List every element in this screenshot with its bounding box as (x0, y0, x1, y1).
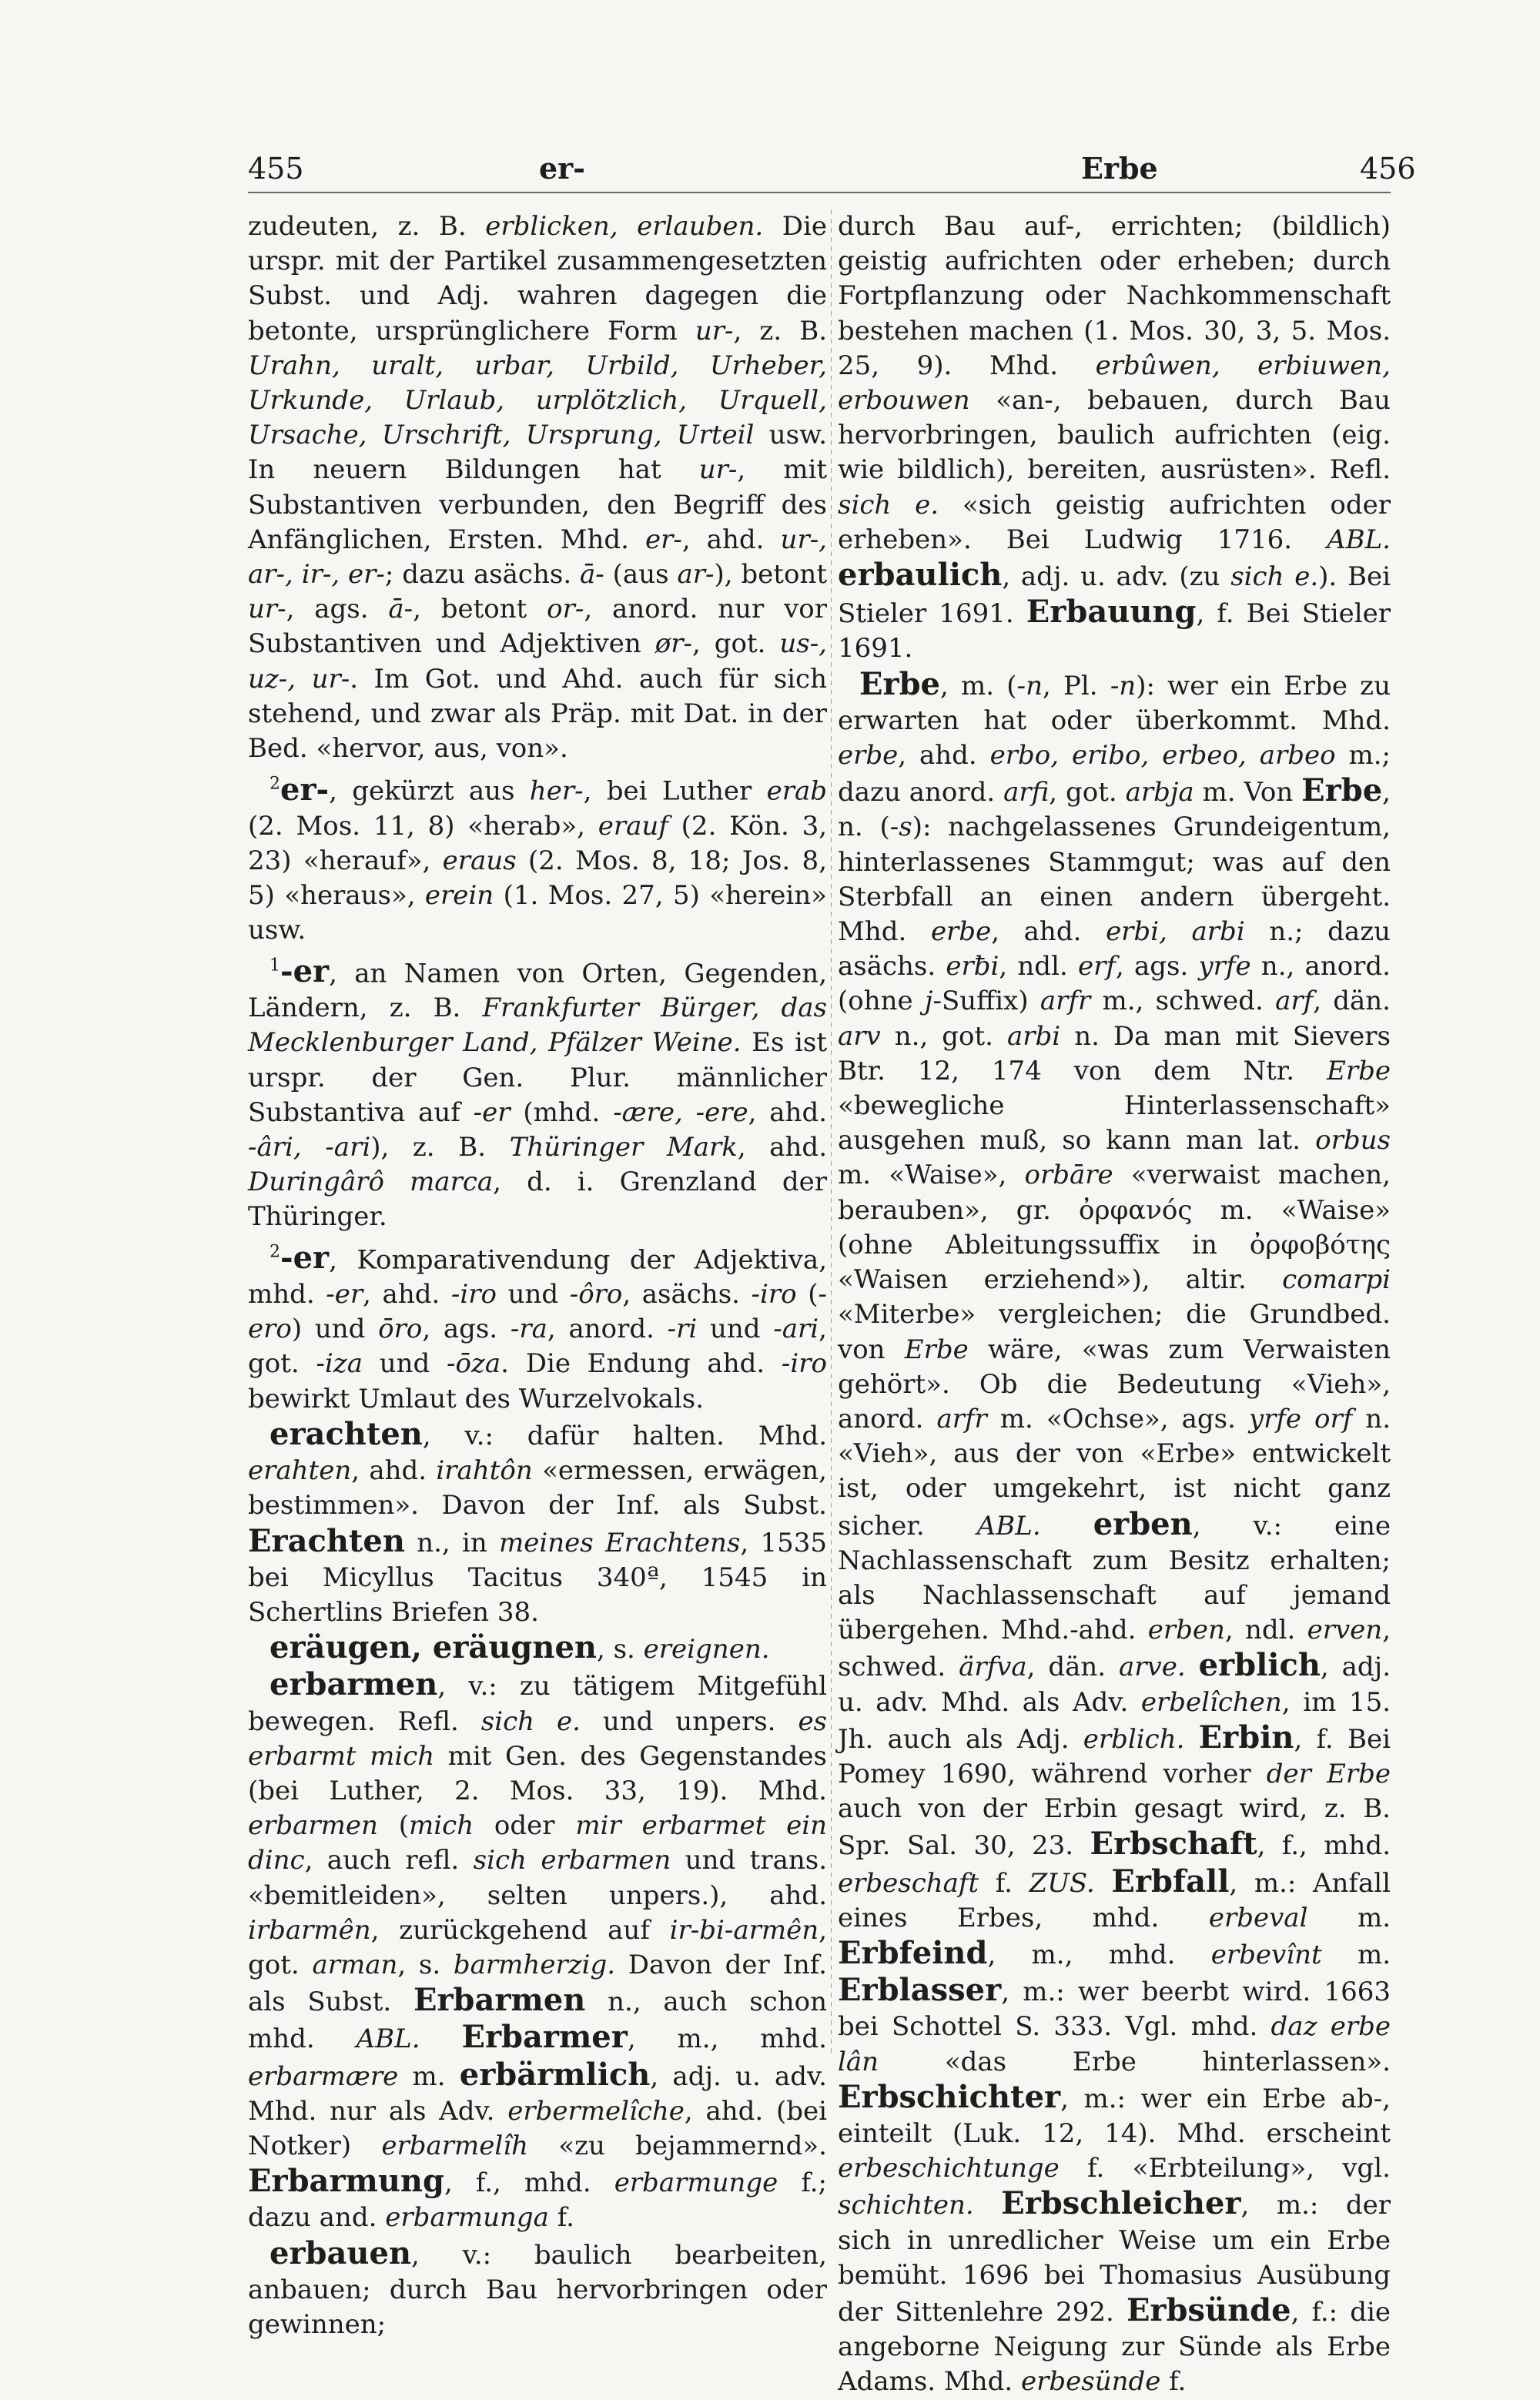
entry-text: Es ist urspr. der Gen. Plur. männlicher Substantiva auf (248, 1027, 828, 1128)
italic-form: erein (424, 880, 494, 912)
entry-text: zudeuten, z. B. (248, 211, 486, 242)
entry-text: , ndl. (1224, 1615, 1307, 1646)
entry-text: , zurückgehend auf (370, 1914, 670, 1946)
entry-text: ), betont (714, 559, 827, 591)
entry-text: f. (1160, 2366, 1187, 2398)
headword (1199, 1719, 1294, 1756)
entry-text: m.; dazu anord. (838, 740, 1391, 808)
headword-text: Erachten (248, 1522, 405, 1559)
italic-form: erbo, eribo, erbeo, arbeo (989, 740, 1336, 772)
italic-form: -iro (781, 1348, 827, 1380)
entry-text: . Die Endung ahd. (500, 1348, 782, 1380)
entry-text: wäre, «was zum Verwaisten gehört». Ob die Bedeutung «Vieh», anord. (838, 1334, 1391, 1434)
italic-form: erahten (248, 1455, 352, 1487)
entry-text: (aus (604, 559, 678, 591)
entry-text: ; dazu asächs. (384, 559, 581, 591)
entry-text: oder (474, 1810, 576, 1842)
entry-text: (2. Kön. 3, 23) «herauf», (248, 810, 828, 876)
entry-text: n., auch schon mhd. (248, 1987, 827, 2055)
dictionary-entry (838, 667, 1391, 2400)
entry-text: , ahd. (351, 1455, 437, 1487)
italic-form: erƀi (946, 951, 999, 982)
entry-text: , z. B. (733, 315, 828, 346)
italic-form: erbe (930, 916, 992, 948)
entry-text: , got. (248, 1314, 827, 1380)
left-column (248, 209, 827, 2342)
entry-text: , im 15. Jh. auch als Adj. (838, 1686, 1391, 1755)
italic-form: erbesünde (1020, 2366, 1161, 2398)
italic-form: -er (473, 1096, 511, 1128)
entry-continuation (248, 209, 827, 766)
headword-text: Erbschaft (1090, 1826, 1257, 1863)
entry-text: , anord. (547, 1314, 668, 1345)
entry-text: f. «Erbteilung», vgl. (1059, 2153, 1391, 2184)
entry-text: «Miterbe» vergleichen; die Grundbed. von (838, 1299, 1391, 1365)
headword-text: erbaulich (838, 557, 1003, 594)
entry-text: und trans. «bemitleiden», selten unpers.), ahd. (248, 1845, 827, 1911)
entry-text: , adj. u. adv. Mhd. nur als Adv. (248, 2060, 827, 2127)
headword-text: erblich (1198, 1647, 1321, 1684)
italic-form: irahtôn (436, 1455, 533, 1487)
italic-form: arfr (1040, 986, 1091, 1017)
entry-text: «sich geistig aufrichten oder erheben». Bei Ludwig 1716. (838, 489, 1391, 555)
left-running-head: er- (539, 151, 585, 186)
italic-form: erbeschichtunge (838, 2153, 1060, 2184)
italic-form: orbus (1315, 1125, 1391, 1156)
italic-form: erven (1307, 1615, 1383, 1646)
entry-text: «verwaist machen, berauben», gr. ὀρφανός m. «Waise» (ohne Ableitungssuffix in ὀρφοβότης «Waisen erziehend»), altir. (838, 1160, 1391, 1296)
entry-text: , an Namen von Orten, Gegenden, Ländern, z. B. (248, 957, 827, 1024)
headword-text: erachten (270, 1415, 423, 1452)
entry-text: f. (548, 2202, 574, 2234)
headword-text: erbauen (270, 2234, 412, 2271)
entry-text: , v.: dafür halten. Mhd. (422, 1420, 827, 1451)
italic-form: mir erbarmet ein dinc (248, 1810, 827, 1876)
dictionary-entry (248, 766, 827, 948)
headword (248, 2163, 444, 2199)
entry-text: und (362, 1348, 447, 1380)
entry-text: , Komparativendung der Adjektiva, mhd. (248, 1244, 827, 1310)
italic-form: erbarmunge (614, 2167, 778, 2199)
italic-form: or- (547, 594, 584, 625)
entry-text (974, 2190, 1002, 2221)
headword (1093, 1506, 1193, 1542)
italic-form: ABL. (976, 1510, 1041, 1541)
italic-form: her- (529, 775, 584, 807)
homograph-number: 1 (270, 956, 280, 976)
italic-form: -s (889, 812, 912, 843)
entry-text: (mhd. (510, 1096, 614, 1128)
italic-form: yrfe orf (1248, 1403, 1353, 1434)
headword (1199, 1647, 1321, 1683)
headword (270, 953, 329, 989)
italic-form: ar- (677, 559, 715, 591)
entry-text: «ermessen, erwägen, bestimmen». Davon der Inf. als Subst. (248, 1455, 827, 1521)
entry-text: n.; dazu asächs. (838, 916, 1391, 982)
headword (270, 1629, 597, 1665)
entry-text: , ahd. (363, 1279, 451, 1310)
entry-text: , m. ( (939, 670, 1017, 701)
entry-text: , s. (596, 1634, 644, 1665)
italic-form: arfr (936, 1403, 987, 1434)
entry-text: , v.: eine Nachlassenschaft zum Besitz erhalten; als Nachlassenschaft auf jemand übergehen. Mhd.-ahd. (838, 1510, 1391, 1646)
italic-form: sich e. (480, 1705, 581, 1737)
entry-text: , Pl. (1042, 670, 1110, 701)
entry-text: , adj. u. adv. (zu (1002, 561, 1231, 593)
entry-text: , s. (397, 1949, 454, 1980)
entry-text: ): wer ein Erbe zu erwarten hat oder überkommt. Mhd. (838, 670, 1391, 736)
entry-text: , f.: die angeborne Neigung zur Sünde als Erbe Adams. Mhd. (838, 2296, 1391, 2398)
entry-text: , bei Luther (583, 775, 767, 807)
italic-form: -n (1110, 670, 1137, 701)
italic-form: -ari (773, 1314, 819, 1345)
entry-text: . Im Got. und Ahd. auch für sich stehend, und zwar als Präp. mit Dat. in der Bed. «hervor, aus, von». (248, 663, 827, 765)
entry-text: , ahd. (681, 524, 781, 555)
dictionary-entry (248, 1235, 827, 1417)
italic-form: erbeval (1208, 1902, 1308, 1933)
headword-text: -er (280, 1239, 330, 1276)
entry-text: , f. Bei Stieler 1691. (838, 598, 1391, 664)
entry-text: m. (398, 2060, 460, 2092)
headword-text: Erbin (1198, 1719, 1294, 1756)
entry-text: , asächs. (622, 1279, 752, 1310)
italic-form: ZUS. (1029, 1867, 1095, 1899)
italic-form: meines Erachtens (499, 1527, 741, 1558)
italic-form: irbarmên (248, 1914, 371, 1946)
entry-text: ( (377, 1810, 410, 1842)
entry-text: , ahd. (748, 1096, 828, 1128)
headword (838, 1972, 1001, 2008)
entry-text: n., anord. (ohne (838, 951, 1391, 1017)
entry-text: , v.: zu tätigem Mitgefühl bewegen. Refl. (248, 1671, 827, 1737)
headword (838, 1935, 987, 1971)
headword-text: Erbfeind (838, 1934, 988, 1971)
entry-text: , ags. (286, 594, 389, 625)
headword (1127, 2292, 1291, 2328)
italic-form: erbarmunga (385, 2202, 549, 2234)
headword-text: eräugen, eräugnen (270, 1629, 597, 1666)
header-rule (248, 192, 1391, 193)
entry-text: und (697, 1314, 774, 1345)
italic-form: ur- (248, 594, 286, 625)
dictionary-entry (248, 1630, 827, 1667)
entry-text (420, 2023, 462, 2054)
entry-text: m. «Ochse», ags. (986, 1403, 1249, 1434)
homograph-number: 2 (270, 774, 280, 794)
italic-form: j (924, 986, 933, 1017)
entry-text: , dän. (1313, 986, 1391, 1017)
entry-continuation (838, 209, 1391, 667)
entry-text: , m., mhd. (987, 1939, 1211, 1970)
headword (1001, 2185, 1240, 2221)
entry-text: durch Bau auf-, errichten; (bildlich) geistig aufrichten oder erheben; durch Fortpflanzung oder Nachkommenschaft bestehen machen (1. Mos. 30, 3, 5. Mos. 25, 9). Mhd. (838, 211, 1391, 381)
italic-form: -ôro (569, 1279, 623, 1310)
entry-text (1186, 1652, 1199, 1682)
italic-form: ā- (580, 559, 604, 591)
italic-form: Erbe (904, 1334, 969, 1365)
italic-form: ir-bi-armên (669, 1914, 819, 1946)
italic-form: barmherzig. (453, 1949, 616, 1980)
italic-form: Thüringer Mark (509, 1131, 738, 1163)
italic-form: daz erbe lân (838, 2011, 1391, 2077)
entry-text: , anord. nur vor Substantiven und Adjektiven (248, 594, 828, 660)
headword (270, 2235, 411, 2271)
entry-text: , gekürzt aus (329, 775, 530, 807)
italic-form: erbûwen, erbiuwen, erbouwen (838, 350, 1391, 417)
headword (1026, 594, 1197, 630)
italic-form: ur-, ar-, ir-, er- (248, 524, 827, 591)
italic-form: sich e. (838, 489, 939, 521)
entry-text (1095, 1868, 1112, 1899)
headword (248, 1523, 405, 1559)
italic-form: arve. (1119, 1652, 1186, 1683)
italic-form: erbelîchen (1140, 1686, 1282, 1718)
entry-text: , got. (691, 628, 780, 660)
entry-text (1041, 1511, 1093, 1541)
italic-form: er- (644, 524, 682, 555)
italic-form: arbja (1125, 777, 1194, 808)
italic-form: erbermelîche (507, 2095, 685, 2127)
italic-form: -iro (450, 1279, 497, 1310)
italic-form: -iza (316, 1348, 363, 1380)
italic-form: comarpi (1282, 1264, 1391, 1296)
headword (461, 2019, 627, 2055)
entry-text: und unpers. (580, 1705, 798, 1737)
entry-text: , m.: Anfall eines Erbes, mhd. (838, 1867, 1391, 1933)
italic-form: schichten. (838, 2190, 974, 2221)
italic-form: orbāre (1024, 1160, 1113, 1191)
entry-text: ( (796, 1279, 819, 1310)
entry-text: n. «Vieh», aus der von «Erbe» entwickelt ist, oder umgekehrt, ist nicht ganz sicher. (838, 1403, 1391, 1541)
entry-text: , f., mhd. (444, 2167, 614, 2199)
italic-form: sich erbarmen (473, 1845, 671, 1876)
headword-text: er- (280, 771, 330, 808)
entry-text: «bewegliche Hinterlassenschaft» ausgehen muß, so kann man lat. (838, 1090, 1391, 1156)
italic-form: -âri, -ari (248, 1131, 371, 1163)
entry-text: n., got. (880, 1020, 1008, 1052)
entry-text: , ahd. (898, 740, 990, 772)
homograph-number: 2 (270, 1242, 280, 1262)
entry-text: , dän. (1026, 1652, 1120, 1683)
entry-text: , ahd. (737, 1131, 828, 1163)
entry-text: , m.: wer ein Erbe ab-, einteilt (Luk. 12, 14). Mhd. erscheint (838, 2083, 1391, 2149)
headword-text: Erbschleicher (1001, 2185, 1241, 2222)
entry-text: m. Von (1194, 777, 1302, 808)
headword-text: erbarmen (270, 1666, 438, 1703)
entry-text: , d. i. Grenzland der Thüringer. (248, 1167, 827, 1233)
entry-text: «das Erbe hinterlassen». (879, 2046, 1391, 2077)
entry-text: m. (1307, 1902, 1391, 1933)
entry-text: , v.: baulich bearbeiten, anbauen; durch Bau hervorbringen oder gewinnen; (248, 2239, 827, 2340)
entry-text: bewirkt Umlaut des Wurzelvokals. (248, 1383, 705, 1414)
italic-form: ärfva (959, 1652, 1027, 1683)
entry-text: , schwed. (838, 1615, 1391, 1683)
entry-text: «zu bejammernd». (528, 2130, 827, 2161)
entry-text: n. Da man mit Sievers Btr. 12, 174 von dem Ntr. (838, 1020, 1391, 1086)
italic-form: -ero (248, 1279, 827, 1345)
italic-form: -er (326, 1279, 363, 1310)
italic-form: eraus (442, 845, 517, 876)
entry-text: n., in (404, 1527, 500, 1558)
italic-form: erblich. (1083, 1723, 1185, 1755)
italic-form: erbeschaft (838, 1867, 979, 1899)
headword (270, 1416, 423, 1452)
entry-text: Die urspr. mit der Partikel zusammengesetzten Subst. und Adj. wahren dagegen die betonte, ursprünglichere Form (248, 211, 827, 346)
entry-text: , mit Substantiven verbunden, den Begriff des Anfänglichen, Ersten. Mhd. (248, 454, 827, 555)
headword (460, 2057, 651, 2093)
headword (1301, 772, 1382, 808)
italic-form: arv (838, 1020, 881, 1052)
headword-text: Erbschichter (838, 2078, 1061, 2115)
headword (270, 772, 329, 808)
entry-text: ): nachgelassenes Grundeigentum, hinterlassenes Stammgut; was auf den Sterbfall an einen andern übergeht. Mhd. (838, 812, 1391, 948)
entry-text: , adj. u. adv. Mhd. als Adv. (838, 1652, 1391, 1718)
headword (838, 2079, 1060, 2115)
entry-text: usw. In neuern Bildungen hat (248, 420, 828, 486)
headword-text: Erbarmung (248, 2163, 444, 2200)
italic-form: ur- (695, 315, 734, 346)
entry-text: m. (1321, 1939, 1391, 1970)
entry-text: , ahd. (991, 916, 1106, 948)
italic-form: erf (1077, 951, 1116, 982)
italic-form: Frankfurter Bürger, das Mecklenburger Land, Pfälzer Weine. (248, 992, 827, 1059)
italic-form: erauf (598, 810, 668, 842)
entry-text: mit Gen. des Gegenstandes (bei Luther, 2. Mos. 33, 19). Mhd. (248, 1740, 827, 1806)
column-divider (831, 209, 832, 2057)
italic-form: ABL. (356, 2023, 420, 2055)
headword-text: -er (280, 952, 330, 989)
headword-text: Erbfall (1111, 1863, 1230, 1900)
italic-form: erab (766, 775, 827, 807)
entry-text: und (496, 1279, 570, 1310)
headword-text: Erbarmer (461, 2019, 628, 2056)
headword-text: Erbarmen (413, 1982, 586, 2019)
entry-text: , ahd. (bei Notker) (248, 2095, 827, 2161)
italic-form: arfi (1003, 777, 1050, 808)
entry-text: , got. (1049, 777, 1126, 808)
headword (859, 666, 940, 702)
italic-form: arman (312, 1949, 398, 1980)
italic-form: -n (1016, 670, 1043, 701)
entry-text: , m.: wer beerbt wird. 1663 bei Schottel S. 333. Vgl. mhd. (838, 1977, 1391, 2043)
dictionary-entry (248, 1417, 827, 1630)
entry-text: , 1535 bei Micyllus Tacitus 340ª, 1545 in Schertlins Briefen 38. (248, 1527, 827, 1628)
entry-text: , ags. (1115, 951, 1199, 982)
italic-form: -ri (667, 1314, 698, 1345)
italic-form: sich e. (1230, 561, 1319, 593)
italic-form: Erbe (1327, 1055, 1391, 1086)
dictionary-entry (248, 949, 827, 1235)
right-page-number: 456 (1360, 152, 1416, 186)
italic-form: ABL. (1327, 524, 1391, 555)
italic-form: erbi, arbi (1106, 916, 1245, 948)
entry-text: (2. Mos. 8, 18; Jos. 8, 5) «heraus», (248, 845, 827, 912)
entry-text: ), z. B. (370, 1131, 510, 1163)
headword (413, 1982, 585, 2018)
headword-text: erben (1093, 1505, 1193, 1542)
entry-text: , f., mhd. (1257, 1830, 1391, 1862)
entry-text: ). Bei Stieler 1691. (838, 561, 1391, 630)
entry-text: , betont (413, 594, 547, 625)
italic-form: yrfe (1198, 951, 1251, 982)
headword-text: Erbsünde (1126, 2291, 1291, 2328)
entry-text: , m., mhd. (627, 2023, 827, 2055)
entry-text: , ags. (422, 1314, 511, 1345)
italic-form: erbarmære (248, 2060, 399, 2092)
entry-text: m. «Waise», (838, 1160, 1025, 1191)
italic-form: us-, uz-, ur- (248, 628, 827, 695)
italic-form: erbe (838, 740, 899, 772)
headword-text: Erbe (859, 665, 940, 702)
entry-text (1184, 1724, 1198, 1755)
headword-text: Erbe (1301, 772, 1383, 809)
italic-form: erbevînt (1210, 1939, 1322, 1970)
headword (270, 1666, 437, 1702)
italic-form: Urahn, uralt, urbar, Urbild, Urheber, Urkunde, Urlaub, urplötzlich, Urquell, Ursache, Urschrift, Ursprung, Urteil (248, 350, 827, 451)
entry-text: -Suffix) (932, 986, 1040, 1017)
entry-text: Davon der Inf. als Subst. (248, 1949, 827, 2018)
italic-form: -ra (510, 1314, 547, 1345)
entry-text: , n. ( (838, 777, 1391, 843)
italic-form: erbarmelîh (381, 2130, 529, 2161)
headword (1111, 1863, 1229, 1900)
italic-form: ā- (388, 594, 413, 625)
italic-form: ereignen. (643, 1634, 770, 1665)
entry-text: , got. (248, 1914, 827, 1980)
dictionary-entry (248, 2236, 827, 2343)
entry-text: , f. Bei Pomey 1690, während vorher (838, 1723, 1391, 1789)
entry-text: f.; dazu and. (248, 2167, 827, 2234)
headword-text: Erbauung (1026, 594, 1197, 631)
left-page-number: 455 (248, 152, 304, 186)
italic-form: arf (1275, 986, 1314, 1017)
italic-form: mich (409, 1810, 474, 1842)
italic-form: erben (1147, 1615, 1225, 1646)
entry-text: auch von der Erbin gesagt wird, z. B. Spr. Sal. 30, 23. (838, 1793, 1391, 1862)
entry-text: , auch refl. (304, 1845, 474, 1876)
italic-form: arbi (1007, 1020, 1061, 1052)
dictionary-entry (248, 1667, 827, 2235)
headword (1090, 1826, 1257, 1862)
right-column (838, 209, 1391, 2400)
italic-form: -ære, -ere (613, 1096, 748, 1128)
italic-form: ōro (378, 1314, 423, 1345)
headword (270, 1240, 329, 1276)
headword-text: Erblasser (838, 1972, 1002, 2009)
entry-text: , ndl. (999, 951, 1078, 982)
right-running-head: Erbe (1081, 151, 1158, 186)
headword-text: erbärmlich (459, 2056, 651, 2093)
italic-form: ør- (654, 628, 692, 660)
entry-text: «an-, bebauen, durch Bau hervorbringen, baulich aufrichten (eig. wie bildlich), bereiten, ausrüsten». Refl. (838, 385, 1391, 486)
entry-text: (1. Mos. 27, 5) «herein» usw. (248, 880, 827, 946)
italic-form: -iro (751, 1279, 797, 1310)
italic-form: erblicken, erlauben. (485, 211, 764, 242)
entry-text: (2. Mos. 11, 8) «herab», (248, 810, 598, 842)
entry-text: , m.: der sich in unredlicher Weise um ein Erbe bemüht. 1696 bei Thomasius Ausübung der Sittenlehre 292. (838, 2190, 1391, 2328)
italic-form: der Erbe (1266, 1758, 1391, 1789)
entry-text: f. (979, 1867, 1029, 1899)
entry-text: ) und (291, 1314, 379, 1345)
italic-form: Duringârô marca (248, 1167, 494, 1198)
entry-text: m., schwed. (1090, 986, 1276, 1017)
headword (838, 557, 1002, 593)
italic-form: erbarmen (248, 1810, 378, 1842)
italic-form: -ōza (447, 1348, 501, 1380)
italic-form: ur- (698, 454, 738, 486)
italic-form: es erbarmt mich (248, 1705, 828, 1772)
